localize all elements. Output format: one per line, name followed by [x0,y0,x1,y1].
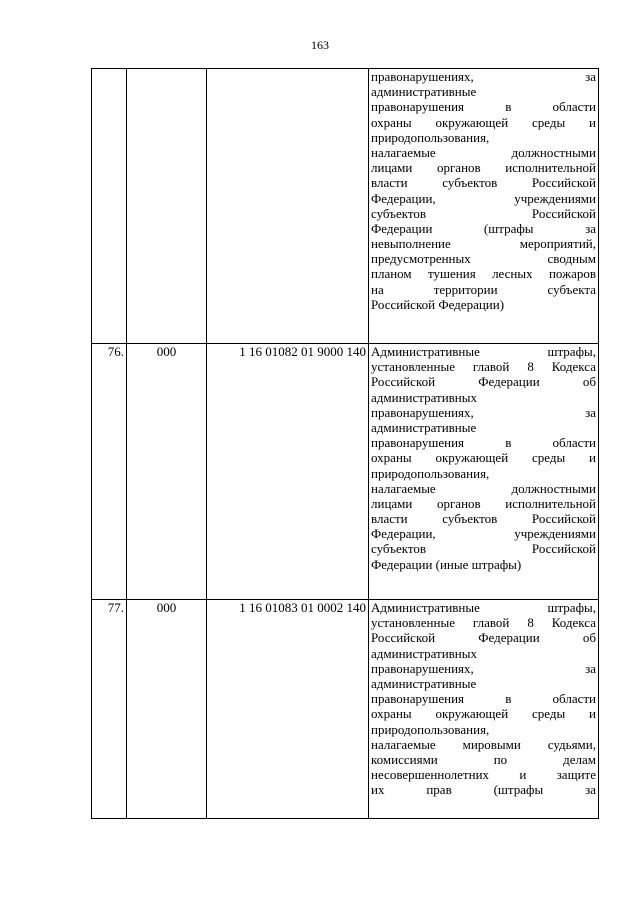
row-number: 77. [92,600,127,819]
administrator-code: 000 [127,600,207,819]
description-line: субъектов Российской [371,541,596,557]
description-line: правонарушения в области [371,691,596,707]
page-number: 163 [311,38,329,52]
description-line: Федерации, учреждениями [371,190,596,206]
description-line: административные [371,84,477,100]
administrator-code: 000 [127,344,207,600]
description-line: комиссиями по делам [371,751,596,767]
table-row [92,69,599,344]
classification-code: 1 16 01083 01 0002 140 [207,600,369,819]
administrator-code [127,69,207,344]
description-line: Административные штрафы, [371,344,596,359]
budget-classification-table [91,68,599,819]
description-line: субъектов Российской [371,205,596,221]
description-line: Российской Федерации об [371,374,596,390]
description-line: Федерации (иные штрафы) [371,556,522,572]
description-line: предусмотренных сводным [371,251,596,267]
description-line: Федерации (штрафы за [371,220,596,236]
description-line: налагаемые мировыми судьями, [371,736,596,752]
description-line: налагаемые должностными [371,480,596,496]
description-line: природопользования, [371,721,490,737]
description-line: правонарушениях, за [371,660,596,676]
description-line: власти субъектов Российской [371,511,596,527]
description-line: их прав (штрафы за [371,782,596,798]
description-line: установленные главой 8 Кодекса [371,359,596,375]
description-line: на территории субъекта [371,281,596,297]
description-line: правонарушения в области [371,435,596,451]
description-line: лицами органов исполнительной [371,160,596,176]
description-line: правонарушениях, за [371,404,596,420]
row-number: 76. [92,344,127,600]
income-description [369,69,599,344]
description-line: невыполнение мероприятий, [371,236,596,252]
income-description [369,600,599,819]
classification-code [207,69,369,344]
description-line: Российской Федерации об [371,630,596,646]
table-row [92,600,599,819]
description-line: административных [371,389,477,405]
description-line: власти субъектов Российской [371,175,596,191]
description-line: природопользования, [371,465,490,481]
income-description [369,344,599,600]
table-row [92,344,599,600]
description-line: правонарушениях, за [371,69,596,84]
description-line: охраны окружающей среды и [371,706,596,722]
description-line: административные [371,419,477,435]
row-number [92,69,127,344]
description-line: Административные штрафы, [371,600,596,615]
description-line: административных [371,645,477,661]
classification-code: 1 16 01082 01 9000 140 [207,344,369,600]
description-line: лицами органов исполнительной [371,495,596,511]
description-line: Федерации, учреждениями [371,526,596,542]
description-line: охраны окружающей среды и [371,450,596,466]
description-line: охраны окружающей среды и [371,114,596,130]
description-line: установленные главой 8 Кодекса [371,615,596,631]
description-line: Российской Федерации) [371,296,505,312]
description-line: правонарушения в области [371,99,596,115]
description-line: планом тушения лесных пожаров [371,266,596,282]
description-line: природопользования, [371,129,490,145]
description-line: налагаемые должностными [371,144,596,160]
description-line: несовершеннолетних и защите [371,767,596,783]
description-line: административные [371,675,477,691]
